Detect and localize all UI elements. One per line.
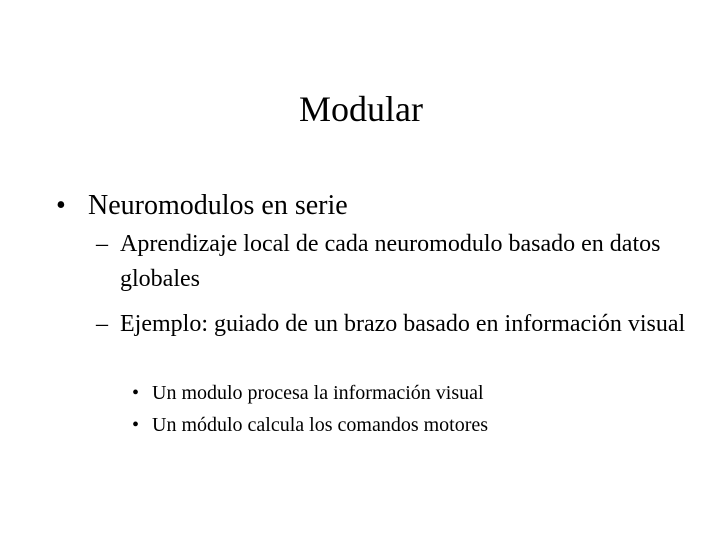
slide-title: Modular — [299, 89, 423, 129]
subsubbullet-text: Un módulo calcula los comandos motores — [152, 414, 489, 436]
dot-marker: • — [132, 382, 140, 404]
subsubbullet-calcula — [132, 409, 692, 441]
subbullet-text: Ejemplo: guiado de un brazo basado en información visual — [120, 311, 686, 337]
dash-marker: – — [96, 311, 108, 337]
bullet-level1 — [56, 186, 696, 226]
subsubbullet-text: Un modulo procesa la información visual — [152, 382, 484, 404]
subbullet-aprendizaje — [96, 227, 696, 297]
dash-marker: – — [96, 231, 108, 257]
bullet-text: Neuromodulos en serie — [88, 190, 348, 221]
subbullet-ejemplo — [96, 307, 696, 342]
dot-marker: • — [132, 414, 140, 436]
subbullet-text: Aprendizaje local de cada neuromodulo basado en datos globales — [120, 231, 661, 292]
bullet-marker: • — [56, 190, 66, 221]
subsubbullet-procesa — [132, 377, 692, 409]
